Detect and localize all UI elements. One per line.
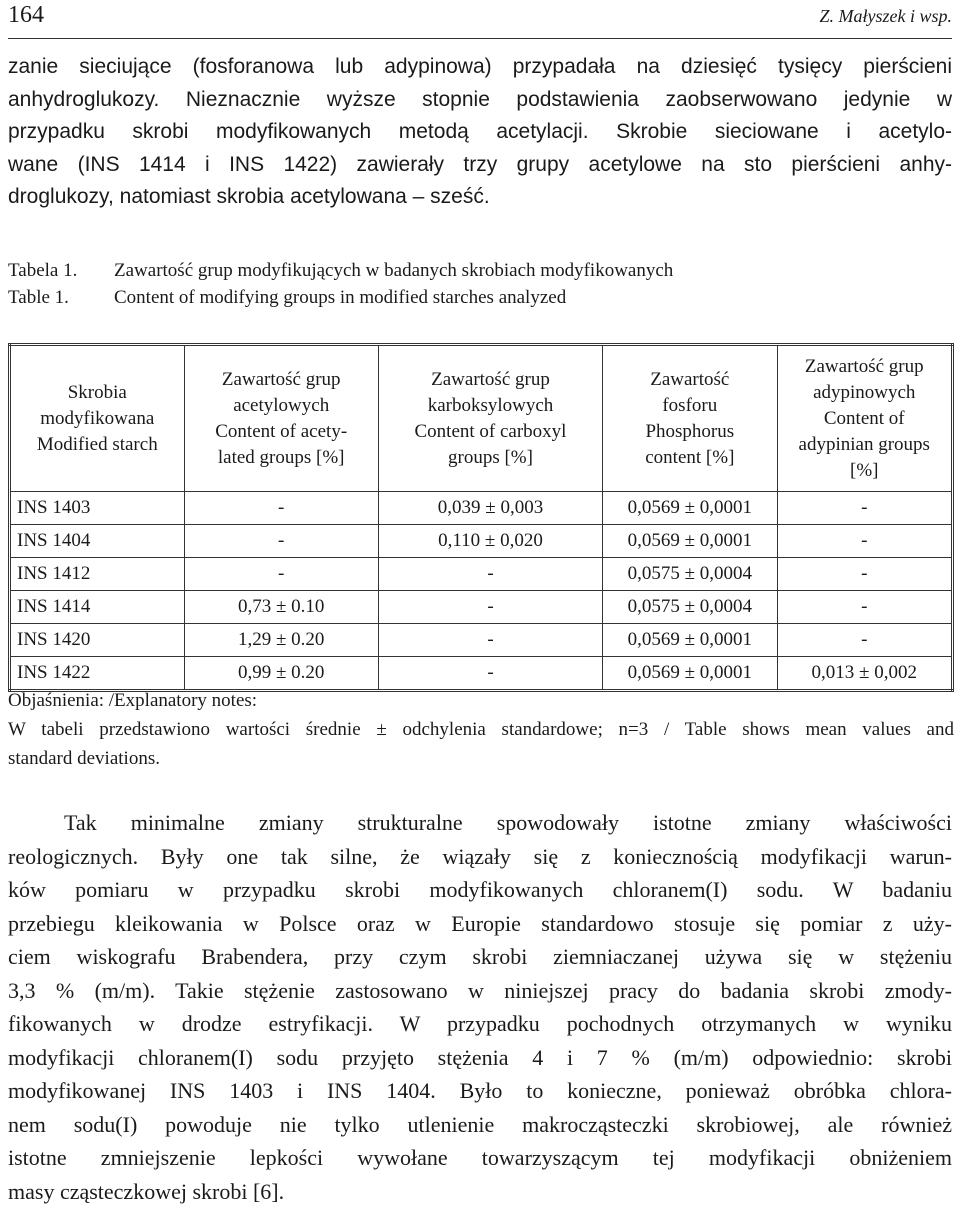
caption-text: Content of modifying groups in modified starches analyzed <box>114 287 567 308</box>
header-line: Skrobia <box>67 381 127 403</box>
paragraph-line: nem sodu(I) powoduje nie tylko utlenienie makrocząsteczki skrobiowej, ale również <box>8 1111 952 1137</box>
paragraph-line: istotne zmniejszenie lepkości wywołane towarzyszącym tej modyfikacji obniżeniem <box>8 1145 952 1170</box>
header-line: groups [%] <box>448 446 533 468</box>
table-cell: 0,0569 ± 0,0001 <box>603 624 777 657</box>
paragraph-line: reologicznych. Były one tak silne, że wiązały się z koniecznością modyfikacji warun- <box>8 843 952 869</box>
table-cell: 1,29 ± 0.20 <box>184 624 378 657</box>
table-cell: - <box>184 492 378 525</box>
table-cell: 0,0569 ± 0,0001 <box>603 657 777 691</box>
header-line: adypinian groups <box>798 433 930 455</box>
table-cell: 0,0575 ± 0,0004 <box>603 558 777 591</box>
header-line: Phosphorus <box>645 420 735 442</box>
table-cell: - <box>378 558 602 591</box>
header-line: Zawartość grup <box>221 368 341 390</box>
caption-text: Zawartość grup modyfikujących w badanych skrobiach modyfikowanych <box>114 260 674 281</box>
paragraph-line: zanie sieciujące (fosforanowa lub adypinowa) przypadała na dziesięć tysięcy pierścieni <box>8 55 952 78</box>
header-line: Zawartość grup <box>431 368 550 390</box>
header-line: [%] <box>850 459 879 481</box>
table-cell: - <box>777 492 953 525</box>
table-cell: 0,0569 ± 0,0001 <box>603 525 777 558</box>
table-header-row <box>10 345 953 492</box>
table-cell: INS 1403 <box>10 492 185 525</box>
header-line: Zawartość <box>650 368 730 390</box>
header-adipate <box>777 345 953 492</box>
page-header <box>8 0 952 39</box>
running-head: Z. Małyszek i wsp. <box>819 6 952 26</box>
header-line: Content of carboxyl <box>414 420 567 442</box>
header-line: karboksylowych <box>427 394 554 416</box>
header-line: content [%] <box>645 446 735 468</box>
caption-label: Table 1. <box>8 287 69 308</box>
header-acetyl <box>184 345 378 492</box>
data-table <box>8 343 954 692</box>
header-line: Modified starch <box>36 433 158 455</box>
table-cell: INS 1422 <box>10 657 185 691</box>
header-starch <box>10 345 185 492</box>
notes-title: Objaśnienia: /Explanatory notes: <box>8 690 258 711</box>
table-notes <box>8 686 954 773</box>
paragraph-line: modyfikowanej INS 1403 i INS 1404. Było to konieczne, ponieważ obróbka chlora- <box>8 1078 952 1103</box>
notes-line: standard deviations. <box>8 748 160 769</box>
table-cell: 0,110 ± 0,020 <box>378 525 602 558</box>
header-line: adypinowych <box>813 381 916 403</box>
table-cell: - <box>777 591 953 624</box>
caption-label: Tabela 1. <box>8 260 78 281</box>
table-cell: - <box>777 558 953 591</box>
table-cell: 0,0575 ± 0,0004 <box>603 591 777 624</box>
paragraph-line: modyfikacji chloranem(I) sodu przyjęto stężenia 4 i 7 % (m/m) odpowiednio: skrobi <box>8 1044 952 1070</box>
paragraph-line: przebiegu kleikowania w Polsce oraz w Europie standardowo stosuje się pomiar z uży- <box>8 910 952 936</box>
table-cell: INS 1412 <box>10 558 185 591</box>
table-cell: - <box>184 558 378 591</box>
paragraph-body <box>8 806 952 1208</box>
table-cell: INS 1420 <box>10 624 185 657</box>
paragraph-line: 3,3 % (m/m). Takie stężenie zastosowano w niniejszej pracy do badania skrobi zmody- <box>8 977 952 1003</box>
paragraph-line: ciem wiskografu Brabendera, przy czym skrobi ziemniaczanej używa się w stężeniu <box>8 944 952 969</box>
paragraph-line: przypadku skrobi modyfikowanych metodą acetylacji. Skrobie sieciowane i acetylo- <box>8 120 952 143</box>
notes-line: W tabeli przedstawiono wartości średnie ± odchylenia standardowe; n=3 / Table shows mean values and <box>8 719 954 740</box>
header-line: Content of acety- <box>215 420 348 442</box>
paragraph-line: masy cząsteczkowej skrobi [6]. <box>8 1178 285 1204</box>
table-cell: - <box>777 624 953 657</box>
table-cell: - <box>777 525 953 558</box>
paragraph-intro <box>8 51 952 214</box>
table-cell: - <box>378 591 602 624</box>
table-cell: INS 1414 <box>10 591 185 624</box>
table-cell: 0,0569 ± 0,0001 <box>603 492 777 525</box>
header-line: fosforu <box>662 394 718 416</box>
page-number: 164 <box>8 2 44 28</box>
table-cell: - <box>378 624 602 657</box>
header-line: Zawartość grup <box>804 355 924 377</box>
table-cell: INS 1404 <box>10 525 185 558</box>
table-row <box>10 492 953 525</box>
header-line: Content of <box>823 407 905 429</box>
header-line: modyfikowana <box>40 407 155 429</box>
table-cell: 0,99 ± 0.20 <box>184 657 378 691</box>
paragraph-line: fikowanych w drodze estryfikacji. W przypadku pochodnych otrzymanych w wyniku <box>8 1011 952 1036</box>
paragraph-line: Tak minimalne zmiany strukturalne spowodowały istotne zmiany właściwości <box>64 810 952 835</box>
paragraph-line: droglukozy, natomiast skrobia acetylowana – sześć. <box>8 185 490 208</box>
paragraph-line: wane (INS 1414 i INS 1422) zawierały trzy grupy acetylowe na sto pierścieni anhy- <box>8 152 952 176</box>
table-row <box>10 525 953 558</box>
table-cell: 0,039 ± 0,003 <box>378 492 602 525</box>
header-line: acetylowych <box>233 394 330 416</box>
table-cell: 0,73 ± 0.10 <box>184 591 378 624</box>
table-row <box>10 558 953 591</box>
header-phosphorus <box>603 345 777 492</box>
table-cell: 0,013 ± 0,002 <box>777 657 953 691</box>
table-cell: - <box>378 657 602 691</box>
table-row <box>10 591 953 624</box>
paragraph-line: anhydroglukozy. Nieznacznie wyższe stopnie podstawienia zaobserwowano jedynie w <box>8 87 952 111</box>
table-row <box>10 624 953 657</box>
paragraph-line: ków pomiaru w przypadku skrobi modyfikowanych chloranem(I) sodu. W badaniu <box>8 877 952 902</box>
header-carboxyl <box>378 345 602 492</box>
header-line: lated groups [%] <box>217 446 345 468</box>
table-cell: - <box>184 525 378 558</box>
